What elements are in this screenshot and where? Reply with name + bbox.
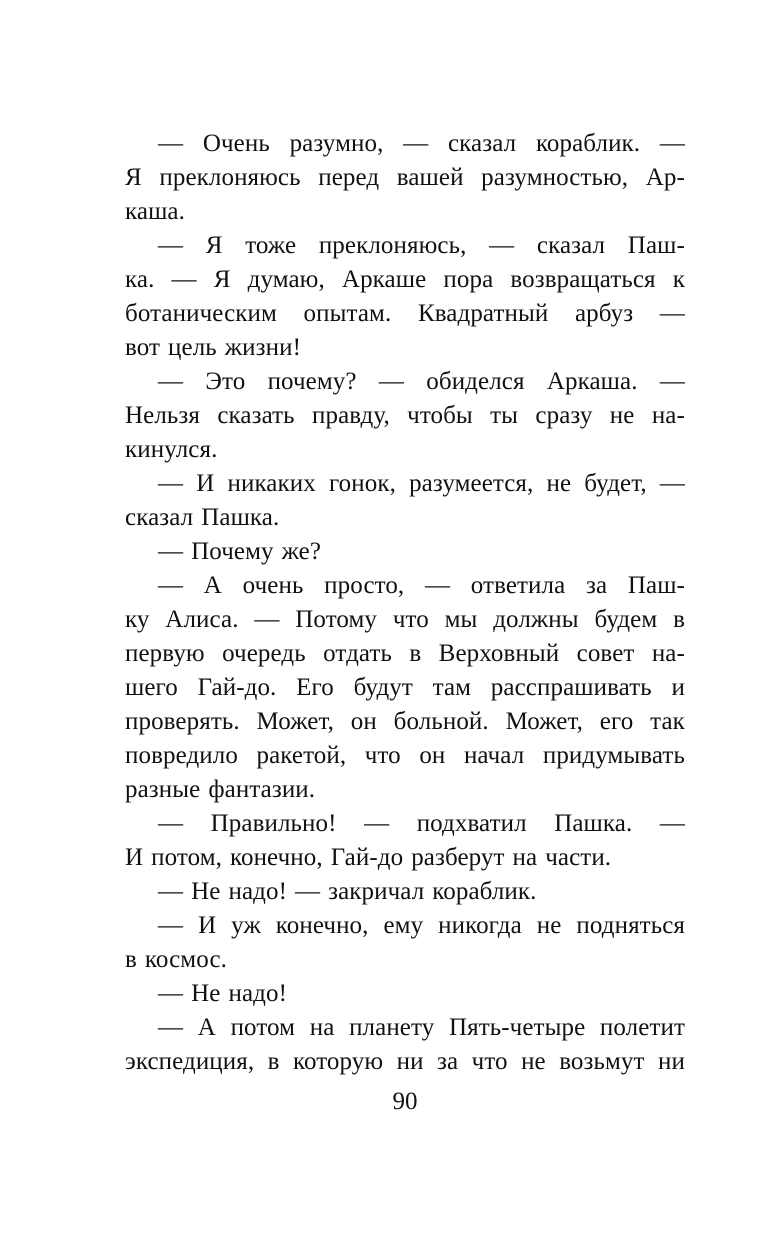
text-line: — И никаких гонок, разумеется, не будет, — xyxy=(158,470,685,497)
text-line: Я преклоняюсь перед вашей разумностью, Ар- xyxy=(125,164,685,191)
text-line: — Правильно! — подхватил Пашка. — xyxy=(158,810,685,837)
text-line: каша. xyxy=(125,198,185,225)
body-text xyxy=(125,127,685,1079)
text-line: шего Гай-до. Его будут там расспрашивать и xyxy=(125,674,685,701)
page-number: 90 xyxy=(392,1088,418,1115)
text-line: кинулся. xyxy=(125,436,218,463)
text-line: — Почему же? xyxy=(158,538,322,565)
text-line: И потом, конечно, Гай-до разберут на части. xyxy=(125,844,612,871)
text-line: — Не надо! — закричал кораблик. xyxy=(158,878,537,905)
text-line: сказал Пашка. xyxy=(125,504,280,531)
text-line: ка. — Я думаю, Аркаше пора возвращаться к xyxy=(125,266,685,293)
text-line: в космос. xyxy=(125,946,227,973)
text-line: ку Алиса. — Потому что мы должны будем в xyxy=(125,606,685,633)
text-line: первую очередь отдать в Верховный совет на- xyxy=(125,640,685,667)
text-line: — А потом на планету Пять-четыре полетит xyxy=(158,1014,685,1041)
text-line: ботаническим опытам. Квадратный арбуз — xyxy=(125,300,685,327)
text-line: повредило ракетой, что он начал придумывать xyxy=(125,742,685,769)
text-line: — И уж конечно, ему никогда не подняться xyxy=(158,912,685,939)
text-line: — Я тоже преклоняюсь, — сказал Паш- xyxy=(158,232,685,259)
text-line: вот цель жизни! xyxy=(125,334,302,361)
text-line: экспедиция, в которую ни за что не возьмут ни xyxy=(125,1048,685,1075)
text-line: — Не надо! xyxy=(158,980,287,1007)
text-line: Нельзя сказать правду, чтобы ты сразу не на- xyxy=(125,402,685,429)
text-line: — Это почему? — обиделся Аркаша. — xyxy=(158,368,685,395)
text-line: — А очень просто, — ответила за Паш- xyxy=(158,572,685,599)
text-line: — Очень разумно, — сказал кораблик. — xyxy=(158,130,685,157)
text-line: разные фантазии. xyxy=(125,776,316,803)
text-line: проверять. Может, он больной. Может, его так xyxy=(125,708,685,735)
